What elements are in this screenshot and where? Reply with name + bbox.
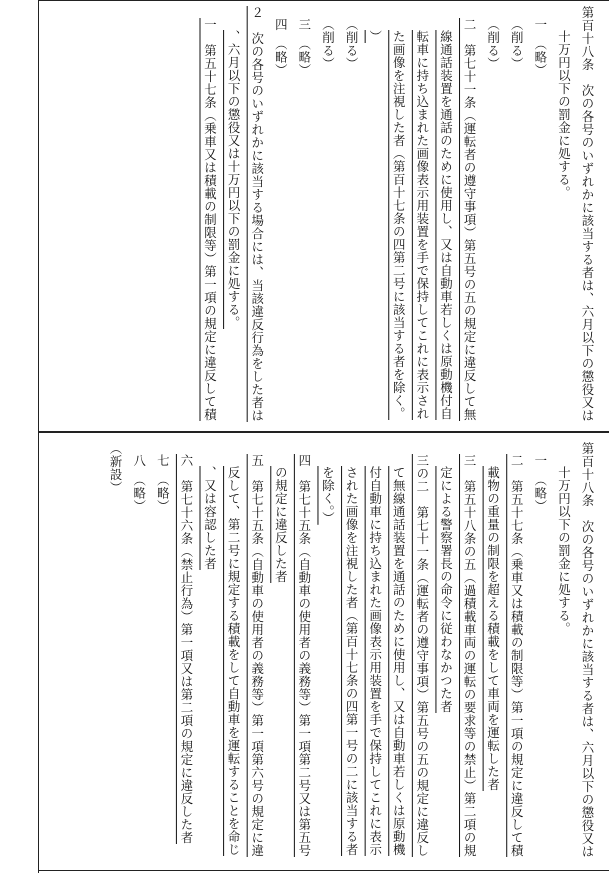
bottom-text-line: （新設） bbox=[108, 442, 124, 494]
top-text-line: 一 第五十七条（乗車又は積載の制限等）第一項の規定に違反して積 bbox=[202, 18, 218, 421]
bottom-text-line: て無線通話装置を通話のために使用し、又は自動車若しくは原動機 bbox=[391, 466, 407, 856]
current-text-panel bbox=[0, 436, 609, 873]
top-text-line: 一 （略） bbox=[532, 18, 548, 77]
bottom-text-line: 定による警察署長の命令に従わなかつた者 bbox=[438, 466, 454, 713]
revised-text-columns bbox=[24, 0, 599, 430]
top-text-line: （削る） bbox=[344, 18, 360, 70]
bottom-text-line: 四 第七十五条（自動車の使用者の義務等）第一項第二号又は第五号 bbox=[296, 454, 312, 857]
top-text-line: （削る） bbox=[509, 18, 525, 70]
bottom-text-line: 反して、第二号に規定する積載をして自動車を運転することを命じ bbox=[226, 466, 242, 856]
revised-text-panel bbox=[0, 0, 609, 430]
bottom-text-line: 、又は容認した者 bbox=[202, 466, 218, 570]
top-text-line: 三 （略） bbox=[296, 18, 312, 77]
bottom-text-line: 三 第五十八条の五（過積載車両の運転の要求等の禁止）第二項の規 bbox=[462, 454, 478, 857]
bottom-text-line: を除く。） bbox=[320, 466, 336, 525]
top-text-line: ） bbox=[367, 30, 383, 43]
top-text-line: 四 （略） bbox=[273, 18, 289, 77]
bottom-text-line: 六 第七十六条（禁止行為）第一項又は第二項の規定に違反した者 bbox=[178, 454, 194, 844]
bottom-text-line: 五 第七十五条（自動車の使用者の義務等）第一項第六号の規定に違 bbox=[249, 454, 265, 857]
top-text-line: た画像を注視した者（第百十七条の四第二号に該当する者を除く。 bbox=[391, 30, 407, 420]
panel-separator bbox=[38, 431, 609, 433]
top-text-line: （削る） bbox=[320, 18, 336, 70]
top-text-line: 二 第七十一条（運転者の遵守事項）第五号の五の規定に違反して無 bbox=[462, 18, 478, 421]
bottom-text-line: 付自動車に持ち込まれた画像表示用装置を手で保持してこれに表示 bbox=[367, 466, 383, 856]
bottom-text-line: 載物の重量の制限を超える積載をして車両を運転した者 bbox=[485, 466, 501, 791]
top-text-line: 第百十八条 次の各号のいずれかに該当する者は、六月以下の懲役又は bbox=[580, 6, 595, 422]
top-text-line: 転車に持ち込まれた画像表示用装置を手で保持してこれに表示され bbox=[414, 30, 430, 420]
bottom-text-line: 第百十八条 次の各号のいずれかに該当する者は、六月以下の懲役又は bbox=[580, 442, 595, 858]
top-text-line: 、六月以下の懲役又は十万円以下の罰金に処する。 bbox=[226, 30, 242, 329]
top-text-line: ２ 次の各号のいずれかに該当する場合には、当該違反行為をした者は bbox=[249, 6, 265, 422]
bottom-text-line: 十万円以下の罰金に処する。 bbox=[556, 466, 572, 635]
bottom-text-line: 七 （略） bbox=[155, 454, 171, 513]
bottom-text-line: 八 （略） bbox=[131, 454, 147, 513]
bottom-text-line: 三の二 第七十一条（運転者の遵守事項）第五号の五の規定に違反し bbox=[414, 454, 430, 857]
current-text-columns bbox=[24, 436, 599, 873]
bottom-text-line: 一 （略） bbox=[532, 454, 548, 513]
bottom-text-line: 二 第五十七条（乗車又は積載の制限等）第一項の規定に違反して積 bbox=[509, 454, 525, 857]
top-text-line: 線通話装置を通話のために使用し、又は自動車若しくは原動機付自 bbox=[438, 30, 454, 420]
bottom-text-line: の規定に違反した者 bbox=[273, 466, 289, 583]
top-text-line: 十万円以下の罰金に処する。 bbox=[556, 30, 572, 199]
bottom-text-line: された画像を注視した者（第百十七条の四第一号の二に該当する者 bbox=[344, 466, 360, 856]
top-text-line: （削る） bbox=[485, 18, 501, 70]
